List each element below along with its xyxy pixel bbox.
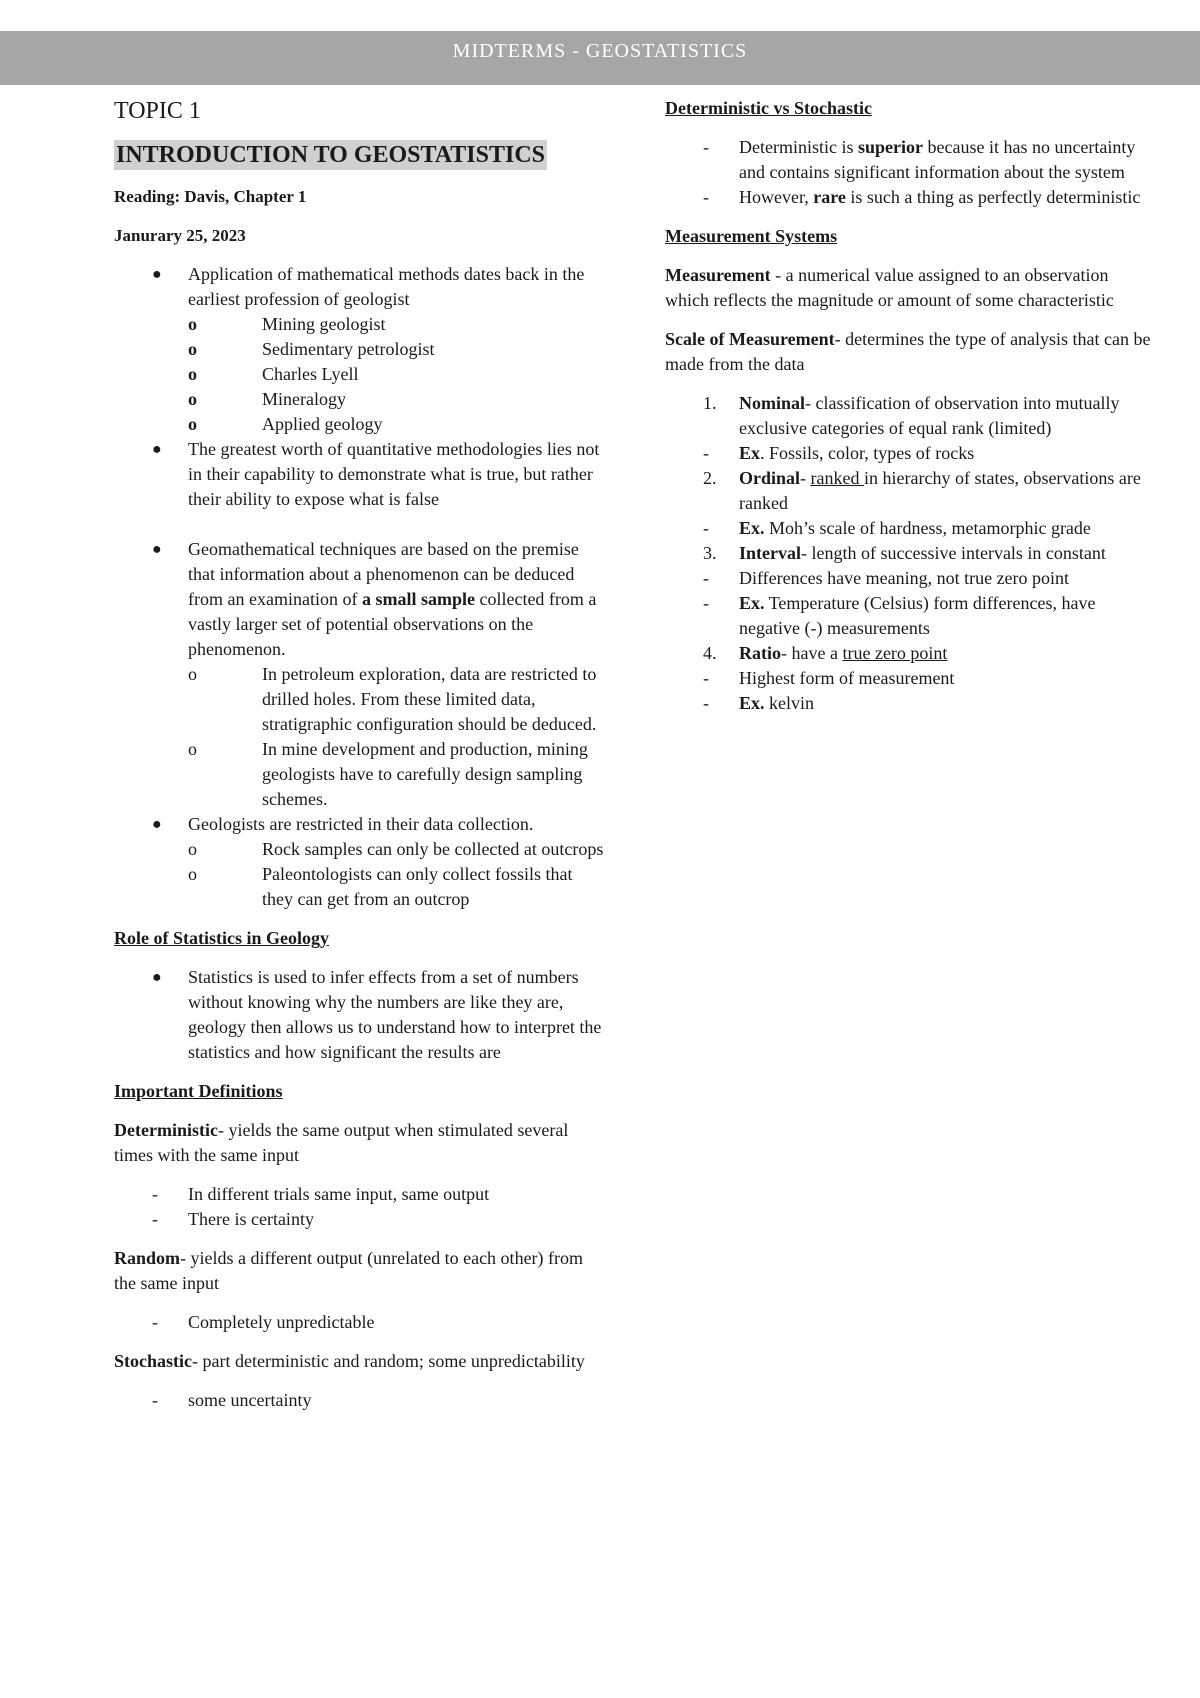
random-list (114, 1310, 604, 1335)
lecture-date: Janurary 25, 2023 (114, 226, 246, 245)
item-text: is such a thing as perfectly deterministic (845, 187, 1141, 207)
sub-marker: o (188, 339, 197, 359)
role-bullet-list (114, 965, 604, 1065)
left-column (114, 96, 604, 1413)
list-item (665, 641, 1155, 666)
list-item (665, 666, 1155, 691)
definition-stochastic (114, 1349, 604, 1374)
item-text: - have a (781, 643, 843, 663)
list-item (114, 1310, 604, 1335)
list-item (114, 1182, 604, 1207)
list-item (665, 566, 1155, 591)
item-underline: true zero point (842, 643, 948, 663)
list-item (665, 185, 1155, 210)
item-text: There is certainty (188, 1209, 314, 1229)
det-vs-stoch-list (665, 135, 1155, 210)
term: Ordinal (739, 468, 801, 488)
item-emphasis: superior (857, 137, 923, 157)
sub-text: Sedimentary petrologist (262, 339, 435, 359)
dash-marker: - (703, 668, 709, 688)
bullet-text: Application of mathematical methods dates back in the earliest profession of geologist (188, 264, 585, 309)
sub-list (188, 662, 604, 812)
dash-marker: - (703, 568, 709, 588)
dash-marker: - (703, 593, 709, 613)
dash-marker: - (152, 1209, 158, 1229)
bullet-marker: ● (152, 541, 162, 558)
list-item (665, 516, 1155, 541)
list-item (114, 812, 604, 912)
definition-random (114, 1246, 604, 1296)
number-marker: 3. (703, 543, 717, 563)
sub-list (188, 312, 604, 437)
item-text: Deterministic is (739, 137, 858, 157)
item-emphasis: rare (813, 187, 846, 207)
section-heading-det-vs-stoch: Deterministic vs Stochastic (665, 98, 872, 118)
example-label: Ex. (739, 518, 765, 538)
list-item (188, 387, 604, 412)
section-heading-role: Role of Statistics in Geology (114, 928, 329, 948)
example-label: Ex (739, 443, 761, 463)
number-marker: 4. (703, 643, 717, 663)
item-text: Differences have meaning, not true zero point (739, 568, 1070, 588)
item-text: in hierarchy of states, observations are ranked (739, 468, 1141, 513)
item-text: - length of successive intervals in constant (801, 543, 1106, 563)
page-header (0, 31, 1200, 85)
list-item (188, 837, 604, 862)
dash-marker: - (152, 1312, 158, 1332)
sub-text: In mine development and production, mining geologists have to carefully design sampling schemes. (262, 739, 588, 809)
bullet-text: Geologists are restricted in their data collection. (188, 814, 534, 834)
scale-list (665, 391, 1155, 716)
stochastic-list (114, 1388, 604, 1413)
item-text: Completely unpredictable (188, 1312, 375, 1332)
dash-marker: - (703, 187, 709, 207)
item-text: . Fossils, color, types of rocks (760, 443, 975, 463)
list-item (665, 541, 1155, 566)
list-item (114, 262, 604, 437)
sub-text: Applied geology (262, 414, 383, 434)
sub-text: Rock samples can only be collected at outcrops (262, 839, 604, 859)
bullet-emphasis: a small sample (361, 589, 475, 609)
sub-marker: o (188, 839, 197, 859)
dash-marker: - (152, 1184, 158, 1204)
term: Nominal (739, 393, 806, 413)
dash-marker: - (152, 1390, 158, 1410)
item-text: - classification of observation into mutually exclusive categories of equal rank (limited) (739, 393, 1120, 438)
definition-scale (665, 327, 1155, 377)
sub-text: Mineralogy (262, 389, 346, 409)
right-column (665, 96, 1155, 716)
sub-marker: o (188, 664, 197, 684)
list-item (665, 391, 1155, 441)
section-heading-definitions: Important Definitions (114, 1081, 283, 1101)
term: Random (114, 1248, 181, 1268)
number-marker: 2. (703, 468, 717, 488)
list-item (665, 591, 1155, 641)
item-text: some uncertainty (188, 1390, 312, 1410)
sub-text: In petroleum exploration, data are restricted to drilled holes. From these limited data, stratigraphic configuration should be deduced. (262, 664, 597, 734)
list-item (114, 1388, 604, 1413)
list-item (188, 662, 604, 737)
sub-marker: o (188, 414, 197, 434)
sub-marker: o (188, 864, 197, 884)
bullet-text: Statistics is used to infer effects from a set of numbers without knowing why the numbers are like they are, geology then allows us to understand how to interpret the statistics and how significant the results are (188, 967, 602, 1062)
dash-marker: - (703, 518, 709, 538)
list-item (188, 312, 604, 337)
header-title: MIDTERMS - GEOSTATISTICS (452, 40, 748, 62)
item-text: because it has no uncertainty and contains significant information about the system (739, 137, 1136, 182)
definition-text: - yields the same output when stimulated several times with the same input (114, 1120, 569, 1165)
item-text: kelvin (764, 693, 815, 713)
sub-marker: o (188, 389, 197, 409)
bullet-marker: ● (152, 441, 162, 458)
term: Scale of Measurement (665, 329, 835, 349)
list-item (188, 862, 604, 912)
definition-text: - part deterministic and random; some unpredictability (192, 1351, 585, 1371)
term: Stochastic (114, 1351, 192, 1371)
intro-bullet-list (114, 262, 604, 912)
item-text: Temperature (Celsius) form differences, have negative (-) measurements (739, 593, 1096, 638)
dash-marker: - (703, 443, 709, 463)
definition-text: - determines the type of analysis that can be made from the data (665, 329, 1151, 374)
bullet-marker: ● (152, 816, 162, 833)
definition-text: - a numerical value assigned to an observation which reflects the magnitude or amount of some characteristic (665, 265, 1114, 310)
dash-marker: - (703, 137, 709, 157)
sub-text: Paleontologists can only collect fossils that they can get from an outcrop (262, 864, 573, 909)
item-text: - (800, 468, 811, 488)
spacer (114, 512, 604, 537)
item-underline: ranked (810, 468, 864, 488)
sub-text: Mining geologist (262, 314, 386, 334)
list-item (114, 437, 604, 512)
definition-measurement (665, 263, 1155, 313)
section-heading-measurement: Measurement Systems (665, 226, 838, 246)
list-item (114, 965, 604, 1065)
list-item (188, 737, 604, 812)
list-item (188, 362, 604, 387)
list-item (665, 691, 1155, 716)
list-item (188, 337, 604, 362)
term: Deterministic (114, 1120, 218, 1140)
list-item (114, 1207, 604, 1232)
item-text: Moh’s scale of hardness, metamorphic grade (764, 518, 1091, 538)
dash-marker: - (703, 693, 709, 713)
reading-reference: Reading: Davis, Chapter 1 (114, 187, 307, 206)
list-item (665, 441, 1155, 466)
list-item (114, 537, 604, 812)
definition-text: - yields a different output (unrelated to each other) from the same input (114, 1248, 584, 1293)
item-text: Highest form of measurement (739, 668, 955, 688)
sub-text: Charles Lyell (262, 364, 359, 384)
bullet-marker: ● (152, 266, 162, 283)
sub-list (188, 837, 604, 912)
term: Interval (739, 543, 801, 563)
item-text: However, (739, 187, 814, 207)
example-label: Ex. (739, 693, 765, 713)
deterministic-list (114, 1182, 604, 1232)
number-marker: 1. (703, 393, 717, 413)
bullet-text: Geomathematical techniques are based on the premise that information about a phenomenon can be deduced from an examination of (188, 539, 579, 609)
list-item (665, 135, 1155, 185)
sub-marker: o (188, 314, 197, 334)
bullet-text: collected from a vastly larger set of potential observations on the phenomenon. (188, 589, 597, 659)
bullet-marker: ● (152, 969, 162, 986)
bullet-text: The greatest worth of quantitative methodologies lies not in their capability to demonstrate what is true, but rather their ability to expose what is false (188, 439, 600, 509)
term: Measurement (665, 265, 771, 285)
topic-label: TOPIC 1 (114, 98, 201, 124)
page-title: INTRODUCTION TO GEOSTATISTICS (116, 142, 546, 168)
definition-deterministic (114, 1118, 604, 1168)
term: Ratio (739, 643, 781, 663)
sub-marker: o (188, 739, 197, 759)
list-item (188, 412, 604, 437)
example-label: Ex. (739, 593, 765, 613)
list-item (665, 466, 1155, 516)
item-text: In different trials same input, same output (188, 1184, 490, 1204)
sub-marker: o (188, 364, 197, 384)
